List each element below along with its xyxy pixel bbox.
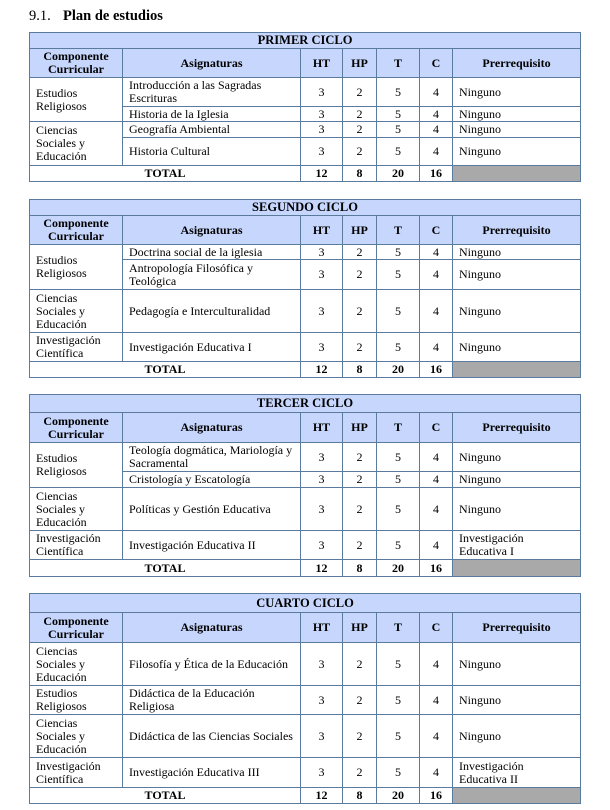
cycle-title-row <box>30 594 581 613</box>
hp-cell: 2 <box>343 122 377 138</box>
cycle-title-row <box>30 200 581 216</box>
asignatura-cell: Geografía Ambiental <box>123 122 301 138</box>
asignatura-cell: Políticas y Gestión Educativa <box>123 488 301 531</box>
table-row <box>30 333 581 362</box>
ht-cell: 3 <box>301 78 343 107</box>
asignatura-cell: Filosofía y Ética de la Educación <box>123 643 301 686</box>
header-prerrequisito: Prerrequisito <box>453 413 581 443</box>
prerrequisito-cell: Ninguno <box>453 333 581 362</box>
total-hp: 8 <box>343 362 377 378</box>
header-hp: HP <box>343 613 377 643</box>
c-cell: 4 <box>420 290 453 333</box>
header-t: T <box>377 216 420 245</box>
header-componente: Componente Curricular <box>30 613 123 643</box>
hp-cell: 2 <box>343 758 377 788</box>
t-cell: 5 <box>377 260 420 290</box>
ht-cell: 3 <box>301 260 343 290</box>
header-componente: Componente Curricular <box>30 413 123 443</box>
cycle-table <box>29 394 581 577</box>
ht-cell: 3 <box>301 686 343 715</box>
total-label: TOTAL <box>30 788 301 804</box>
componente-cell: Ciencias Sociales y Educación <box>30 643 123 686</box>
prerrequisito-cell: Ninguno <box>453 290 581 333</box>
hp-cell: 2 <box>343 245 377 260</box>
c-cell: 4 <box>420 758 453 788</box>
c-cell: 4 <box>420 260 453 290</box>
table-row <box>30 686 581 715</box>
hp-cell: 2 <box>343 531 377 560</box>
header-asignaturas: Asignaturas <box>123 613 301 643</box>
cycle-title: PRIMER CICLO <box>30 33 581 49</box>
header-ht: HT <box>301 216 343 245</box>
asignatura-cell: Didáctica de las Ciencias Sociales <box>123 715 301 758</box>
ht-cell: 3 <box>301 107 343 122</box>
t-cell: 5 <box>377 290 420 333</box>
prerrequisito-cell: Investigación Educativa I <box>453 531 581 560</box>
t-cell: 5 <box>377 245 420 260</box>
ht-cell: 3 <box>301 122 343 138</box>
header-ht: HT <box>301 413 343 443</box>
componente-cell: Ciencias Sociales y Educación <box>30 488 123 531</box>
ht-cell: 3 <box>301 290 343 333</box>
table-row <box>30 245 581 260</box>
c-cell: 4 <box>420 78 453 107</box>
table-row <box>30 758 581 788</box>
total-ht: 12 <box>301 166 343 182</box>
t-cell: 5 <box>377 472 420 488</box>
total-label: TOTAL <box>30 362 301 378</box>
componente-cell: Investigación Científica <box>30 333 123 362</box>
table-row <box>30 643 581 686</box>
t-cell: 5 <box>377 686 420 715</box>
componente-cell: Ciencias Sociales y Educación <box>30 290 123 333</box>
total-hp: 8 <box>343 560 377 577</box>
ht-cell: 3 <box>301 531 343 560</box>
hp-cell: 2 <box>343 290 377 333</box>
prerrequisito-cell: Investigación Educativa II <box>453 758 581 788</box>
componente-cell: Estudios Religiosos <box>30 78 123 122</box>
total-row <box>30 788 581 804</box>
prerrequisito-cell: Ninguno <box>453 245 581 260</box>
prerrequisito-cell: Ninguno <box>453 472 581 488</box>
hp-cell: 2 <box>343 138 377 166</box>
asignatura-cell: Historia de la Iglesia <box>123 107 301 122</box>
column-header-row <box>30 413 581 443</box>
t-cell: 5 <box>377 758 420 788</box>
t-cell: 5 <box>377 122 420 138</box>
total-hp: 8 <box>343 788 377 804</box>
total-prerrequisito-empty <box>453 560 581 577</box>
c-cell: 4 <box>420 643 453 686</box>
column-header-row <box>30 613 581 643</box>
header-t: T <box>377 613 420 643</box>
table-row <box>30 531 581 560</box>
section-title: Plan de estudios <box>63 8 163 24</box>
prerrequisito-cell: Ninguno <box>453 78 581 107</box>
c-cell: 4 <box>420 443 453 472</box>
cycle-title: CUARTO CICLO <box>30 594 581 613</box>
c-cell: 4 <box>420 715 453 758</box>
c-cell: 4 <box>420 138 453 166</box>
header-prerrequisito: Prerrequisito <box>453 613 581 643</box>
hp-cell: 2 <box>343 686 377 715</box>
hp-cell: 2 <box>343 107 377 122</box>
c-cell: 4 <box>420 333 453 362</box>
total-row <box>30 560 581 577</box>
ht-cell: 3 <box>301 472 343 488</box>
header-prerrequisito: Prerrequisito <box>453 49 581 78</box>
prerrequisito-cell: Ninguno <box>453 122 581 138</box>
asignatura-cell: Pedagogía e Interculturalidad <box>123 290 301 333</box>
header-componente: Componente Curricular <box>30 216 123 245</box>
total-prerrequisito-empty <box>453 362 581 378</box>
c-cell: 4 <box>420 531 453 560</box>
hp-cell: 2 <box>343 260 377 290</box>
table-row <box>30 443 581 472</box>
header-c: C <box>420 216 453 245</box>
t-cell: 5 <box>377 715 420 758</box>
ht-cell: 3 <box>301 643 343 686</box>
total-c: 16 <box>420 166 453 182</box>
total-t: 20 <box>377 788 420 804</box>
asignatura-cell: Investigación Educativa II <box>123 531 301 560</box>
cycle-title: SEGUNDO CICLO <box>30 200 581 216</box>
header-ht: HT <box>301 613 343 643</box>
total-ht: 12 <box>301 362 343 378</box>
header-hp: HP <box>343 413 377 443</box>
total-hp: 8 <box>343 166 377 182</box>
c-cell: 4 <box>420 472 453 488</box>
total-prerrequisito-empty <box>453 788 581 804</box>
ht-cell: 3 <box>301 138 343 166</box>
asignatura-cell: Historia Cultural <box>123 138 301 166</box>
asignatura-cell: Introducción a las Sagradas Escrituras <box>123 78 301 107</box>
t-cell: 5 <box>377 643 420 686</box>
total-prerrequisito-empty <box>453 166 581 182</box>
header-c: C <box>420 49 453 78</box>
hp-cell: 2 <box>343 488 377 531</box>
total-row <box>30 362 581 378</box>
componente-cell: Estudios Religiosos <box>30 686 123 715</box>
column-header-row <box>30 216 581 245</box>
t-cell: 5 <box>377 443 420 472</box>
hp-cell: 2 <box>343 78 377 107</box>
hp-cell: 2 <box>343 333 377 362</box>
componente-cell: Ciencias Sociales y Educación <box>30 122 123 166</box>
total-t: 20 <box>377 166 420 182</box>
t-cell: 5 <box>377 531 420 560</box>
hp-cell: 2 <box>343 472 377 488</box>
componente-cell: Ciencias Sociales y Educación <box>30 715 123 758</box>
prerrequisito-cell: Ninguno <box>453 715 581 758</box>
ht-cell: 3 <box>301 245 343 260</box>
total-label: TOTAL <box>30 560 301 577</box>
header-hp: HP <box>343 216 377 245</box>
header-ht: HT <box>301 49 343 78</box>
section-number: 9.1. <box>29 8 51 24</box>
prerrequisito-cell: Ninguno <box>453 138 581 166</box>
c-cell: 4 <box>420 122 453 138</box>
prerrequisito-cell: Ninguno <box>453 488 581 531</box>
prerrequisito-cell: Ninguno <box>453 260 581 290</box>
total-t: 20 <box>377 362 420 378</box>
cycle-table <box>29 32 581 182</box>
t-cell: 5 <box>377 333 420 362</box>
ht-cell: 3 <box>301 333 343 362</box>
table-row <box>30 488 581 531</box>
t-cell: 5 <box>377 138 420 166</box>
header-c: C <box>420 613 453 643</box>
header-hp: HP <box>343 49 377 78</box>
hp-cell: 2 <box>343 443 377 472</box>
asignatura-cell: Didáctica de la Educación Religiosa <box>123 686 301 715</box>
asignatura-cell: Investigación Educativa III <box>123 758 301 788</box>
total-label: TOTAL <box>30 166 301 182</box>
ht-cell: 3 <box>301 443 343 472</box>
asignatura-cell: Doctrina social de la iglesia <box>123 245 301 260</box>
total-row <box>30 166 581 182</box>
table-row <box>30 290 581 333</box>
table-row <box>30 78 581 107</box>
ht-cell: 3 <box>301 715 343 758</box>
c-cell: 4 <box>420 107 453 122</box>
header-prerrequisito: Prerrequisito <box>453 216 581 245</box>
componente-cell: Investigación Científica <box>30 531 123 560</box>
prerrequisito-cell: Ninguno <box>453 443 581 472</box>
prerrequisito-cell: Ninguno <box>453 107 581 122</box>
c-cell: 4 <box>420 686 453 715</box>
hp-cell: 2 <box>343 643 377 686</box>
header-asignaturas: Asignaturas <box>123 49 301 78</box>
componente-cell: Estudios Religiosos <box>30 245 123 290</box>
ht-cell: 3 <box>301 758 343 788</box>
cycle-title: TERCER CICLO <box>30 395 581 413</box>
hp-cell: 2 <box>343 715 377 758</box>
asignatura-cell: Investigación Educativa I <box>123 333 301 362</box>
cycle-title-row <box>30 33 581 49</box>
ht-cell: 3 <box>301 488 343 531</box>
total-t: 20 <box>377 560 420 577</box>
table-row <box>30 715 581 758</box>
header-componente: Componente Curricular <box>30 49 123 78</box>
total-ht: 12 <box>301 560 343 577</box>
table-row <box>30 122 581 138</box>
cycle-table <box>29 199 581 378</box>
c-cell: 4 <box>420 245 453 260</box>
t-cell: 5 <box>377 78 420 107</box>
componente-cell: Estudios Religiosos <box>30 443 123 488</box>
t-cell: 5 <box>377 488 420 531</box>
total-c: 16 <box>420 560 453 577</box>
prerrequisito-cell: Ninguno <box>453 686 581 715</box>
t-cell: 5 <box>377 107 420 122</box>
asignatura-cell: Teología dogmática, Mariología y Sacramental <box>123 443 301 472</box>
total-ht: 12 <box>301 788 343 804</box>
header-t: T <box>377 413 420 443</box>
header-asignaturas: Asignaturas <box>123 413 301 443</box>
header-t: T <box>377 49 420 78</box>
cycle-title-row <box>30 395 581 413</box>
header-c: C <box>420 413 453 443</box>
asignatura-cell: Antropología Filosófica y Teológica <box>123 260 301 290</box>
section-heading <box>29 6 163 26</box>
column-header-row <box>30 49 581 78</box>
c-cell: 4 <box>420 488 453 531</box>
componente-cell: Investigación Científica <box>30 758 123 788</box>
asignatura-cell: Cristología y Escatología <box>123 472 301 488</box>
prerrequisito-cell: Ninguno <box>453 643 581 686</box>
total-c: 16 <box>420 788 453 804</box>
cycle-table <box>29 593 581 804</box>
header-asignaturas: Asignaturas <box>123 216 301 245</box>
total-c: 16 <box>420 362 453 378</box>
